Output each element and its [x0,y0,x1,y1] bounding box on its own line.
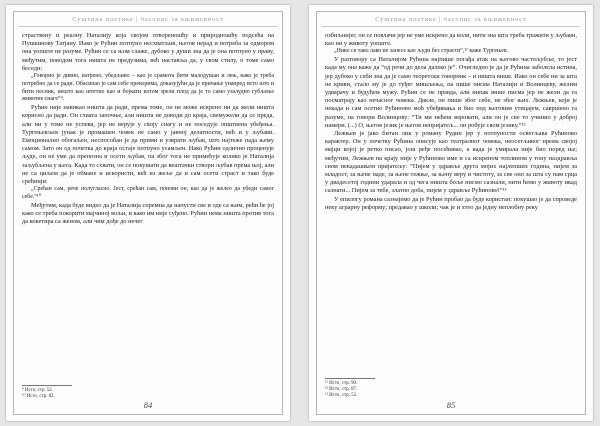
footnote-rule [22,385,72,386]
page-number: 85 [446,400,456,410]
block-quote: „Нико се тако лако не занесе као људи без страсти“,¹¹ каже Тургењев. [334,48,509,55]
paragraph: У разговору са Наталијом Рућина најпише погађа атак на његово частољубље, то јест када му она каже да “од речи до дела далеко је”. Очигледно је да је Рућина заболела истина, јер дубоко у себи зна да је само теоретски говорник – и ништа више. Иако он себе ни за шта не криви, стало му је до туђег мишљења, па пише писма Наталији и Волинцеву, желим удварачу и будућем мужу. Рућин се не правда, али иипак више писма јер не жели да га посматрају као нечасног човека. Дакле, он пише због себе, не због њих. Лежњев, који је некада и сам осетио Рућиново моћ убеђивања и био под његовим утицајем, савршено га разуме, па говори Волинцову: “Ти ми нећеш веровати, али он је све то учинио у доброј намери. (...) О, његов језик је његов непријатељ... он робује свом језику.”¹² [325,56,577,129]
footnote: ¹² Исто, стр. 87. [325,387,358,393]
footnote: ¹³ Исто, стр. 52. [325,393,358,399]
body-text [22,32,274,226]
left-page [6,5,290,421]
running-head: Суштина поетике | часопис за књижевност [72,16,224,23]
footnote: ¹¹ Исто, стр. 90. [325,381,358,386]
body-text [325,32,577,212]
page-frame [316,11,586,415]
footnotes [325,381,577,400]
paragraph: озбиљнијег, он се повлачи јер не уме искрено да воли, нити зна шта треба тражити у љубави, као ни у животу уопште. [325,32,577,48]
footnote-rule [325,378,375,379]
block-quote: „Срећан сам, рече полугласно. Јест, срећан сам, понови он, као да је желео да убеди самог себе.“¹⁰ [22,186,274,201]
block-quote: „Говорио је дивно, ватрено, убедљиво – као је срамота бити малодушан и лењ, како је треба потребно да се ради. Обасипао је сам себе прекорима, доказујући да је причање унапред исто што и бити песник, нешто као штетно као и бојкати илгом зрели плод да је то само узалудно губљење животне снаге“⁹. [22,73,274,103]
paragraph: Међутим, када буде видео да је Наталија спремна да напусти све и оде са њим, рећи ће јој како се треба покорити мајчиној вољи, и како им није суђено. Рућин нема ништа против тога да кокетира са женом, али чим дође до нечег [22,201,274,226]
paragraph: страствену и реалну Наталију која својом отвореношћу и природношћу подсећа на Пушкинову Татјану. Иако је Рућин потпуно несхватљив, његов нерад и потреба за одмором она уопште не разуме. Рућин се са њом слаже, дубоко у души зна да је она потпуно у праву, међутим, поводом тога ништа не предузима, већ настављa да, у свом стилу, о томе само беседи: [22,32,274,72]
running-head: Суштина поетике | часопис за књижевност [375,16,527,23]
header-rule [19,26,277,27]
page-number: 84 [143,400,153,410]
paragraph: Лежњев је јако битан лик у роману Рудин јер у потпуности осветљава Рућиново карактер. Он у почетку Рућина описује као театралног човека, неосетљивог према својој мајци којој је ретко писао, још ређе посећивао, а када је умирала није био поред ње; међутим, Лежњев на крају није у Рућиново име и са искреном топлином у тону наздравља свом некадашњем пријатељу: “Пијем у здравље друга мојих најлепших година, пијем за младост, за њене наде, за њене тежње, за њену веру и чистоту, за све оно за шта су нам срца у двадесетој години ударала и од чега ништа боље нисмо сазнали, нити ћемо у животу икад сазнати... Пијем за тебе, златно доба, пијем у здравље Рућиново!“¹³ [325,130,577,195]
right-page [309,5,593,421]
footnote: ¹⁰ Исто, стр. 82. [22,394,55,400]
paragraph: У епилогу романа сазнајемо да је Рућин пробао да буде користан: покушао је да спроведе неку аграрну реформу; предавао у школи; чак је и хтео да једну неплобну реку [325,195,577,211]
page-frame [13,11,283,415]
footnote: ⁹ Исто, стр. 52. [22,388,53,393]
paragraph: Рућин није навикао ништа да ради, према томе, он не може искрено ни да жели ништа корисно да ради. Он схвата започње, али ништа не доводи до краја, свемужели да се преда, али ни у томе не успева, јер не верује у своју снагу и не поседује општвена убеђења. Тургењевљев јунак је промашен човек не само у јавној делатности, већ и у љубави. Емоционално обогаљен, неспособан је да прими и узврати љубав, што најтеже пада њему самом. Зато он од почетка до краја остаје потпуно усамљен. Иако Рућин одлично проценује људе, он не уме да препозна и осети љубав, па због тога не примећује колико је Наталија заљубљена у њега. Када то схвати, он се покушати да вештачки створи љубав према њој, али не са циљем да је обмане и искористи, већ из жеље да и сам осети страст и тако буде срећнији: [22,104,274,186]
footnotes [22,388,274,400]
header-rule [322,26,580,27]
